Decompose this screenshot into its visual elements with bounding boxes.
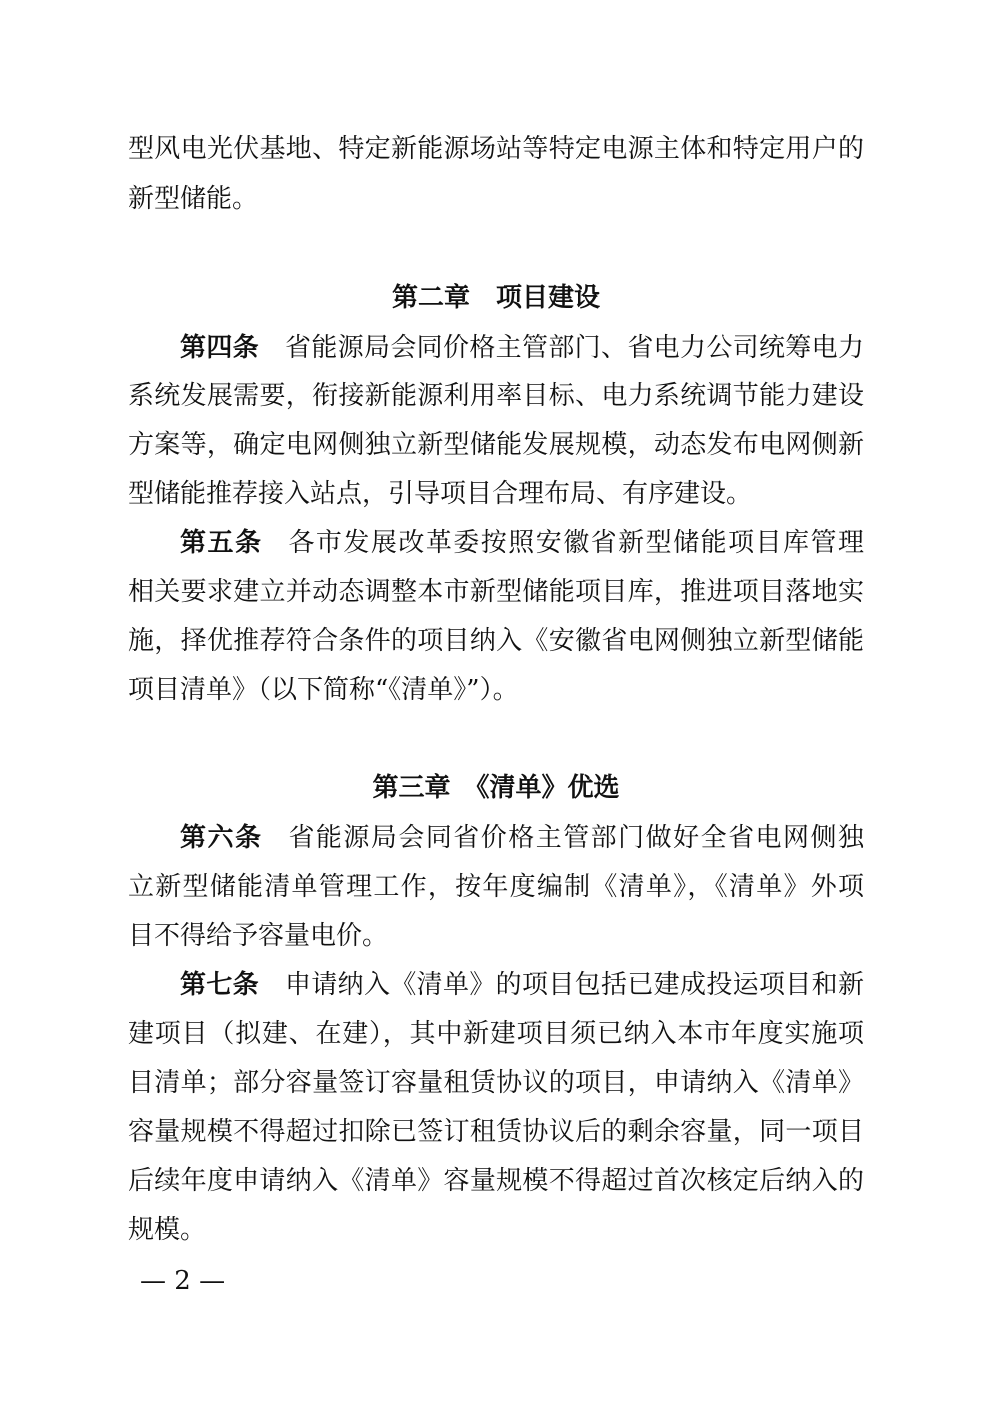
- body-text: 省能源局会同价格主管部门、省电力公司统筹电力: [285, 333, 864, 363]
- chapter-heading: 第二章 项目建设: [391, 283, 600, 313]
- article-7-first-line: [180, 970, 864, 1000]
- body-text: 申请纳入《清单》的项目包括已建成投运项目和新: [285, 970, 864, 1000]
- body-text-line: 规模。: [128, 1215, 207, 1245]
- page-number: — 2 —: [140, 1266, 226, 1296]
- body-text-line: 系统发展需要，衔接新能源利用率目标、电力系统调节能力建设: [128, 381, 864, 411]
- article-6-first-line: [180, 823, 864, 853]
- chapter-heading: 第三章 《清单》优选: [372, 773, 620, 803]
- body-text-line: 型风电光伏基地、特定新能源场站等特定电源主体和特定用户的: [128, 134, 864, 164]
- body-text-line: 型储能推荐接入站点，引导项目合理布局、有序建设。: [128, 479, 753, 509]
- article-4-first-line: [180, 333, 864, 363]
- body-text-line: 施，择优推荐符合条件的项目纳入《安徽省电网侧独立新型储能: [128, 626, 864, 656]
- body-text-line: 立新型储能清单管理工作，按年度编制《清单》，《清单》外项: [128, 872, 864, 902]
- body-text-line: 新型储能。: [128, 184, 259, 214]
- body-text-line: 目清单；部分容量签订容量租赁协议的项目，申请纳入《清单》: [128, 1068, 864, 1098]
- body-text-line: 方案等，确定电网侧独立新型储能发展规模，动态发布电网侧新: [128, 430, 864, 460]
- body-text-line: 后续年度申请纳入《清单》容量规模不得超过首次核定后纳入的: [128, 1166, 864, 1196]
- article-label: 第六条: [180, 823, 263, 853]
- body-text-line: 建项目（拟建、在建），其中新建项目须已纳入本市年度实施项: [128, 1019, 864, 1049]
- article-label: 第五条: [180, 528, 263, 558]
- article-label: 第七条: [180, 970, 259, 1000]
- body-text-line: 项目清单》（以下简称“《清单》”）。: [128, 675, 519, 705]
- article-label: 第四条: [180, 333, 259, 363]
- body-text: 各市发展改革委按照安徽省新型储能项目库管理: [288, 528, 864, 558]
- body-text-line: 容量规模不得超过扣除已签订租赁协议后的剩余容量，同一项目: [128, 1117, 864, 1147]
- article-5-first-line: [180, 528, 864, 558]
- body-text-line: 目不得给予容量电价。: [128, 921, 389, 951]
- body-text-line: 相关要求建立并动态调整本市新型储能项目库，推进项目落地实: [128, 577, 864, 607]
- body-text: 省能源局会同省价格主管部门做好全省电网侧独: [288, 823, 864, 853]
